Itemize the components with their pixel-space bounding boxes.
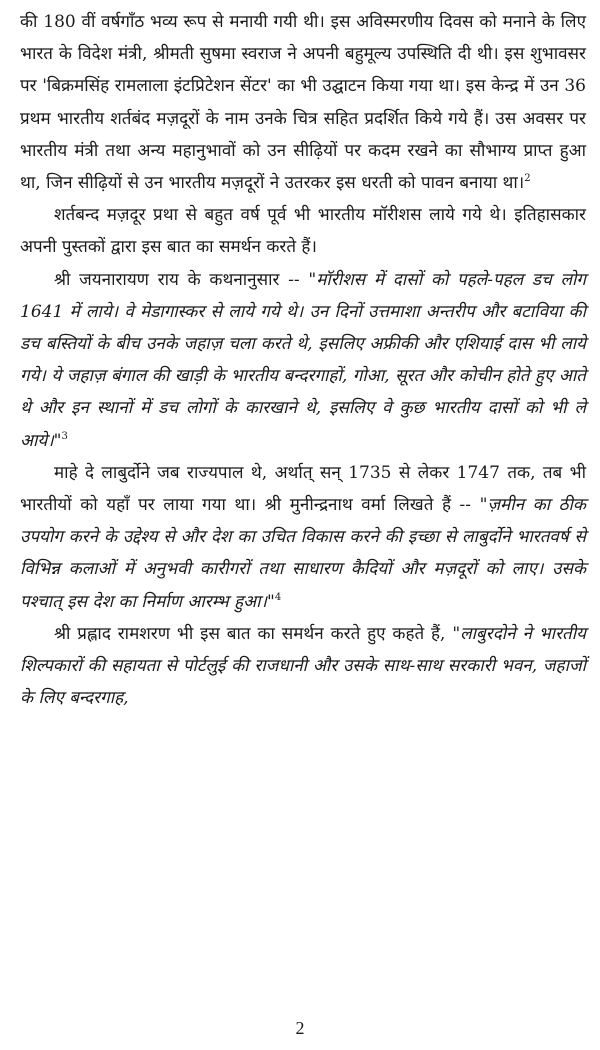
- footnote-marker: 3: [61, 430, 68, 442]
- quotation-text: "मॉरीशस में दासों को पहले-पहल डच लोग 1641 में लाये। वे मेडागास्कर से लाये गये थे। उन दिनों उत्तमाशा अन्तरीप और बटाविया की डच बस्तियों के बीच उनके जहाज़ चला करते थे, इसलिए अफ्रीकी और एशियाई दास भी लाये गये। ये जहाज़ बंगाल की खाड़ी के भारतीय बन्दरगाहों, गोआ, सूरत और कोचीन होते हुए आते थे और इन स्थानों में डच लोगों के कारखाने थे, इसलिए वे कुछ भारतीय दासों को भी ले आये।": [20, 269, 586, 451]
- paragraph-lead: माहे दे लाबुर्दोने जब राज्यपाल थे, अर्थात् सन् 1735 से लेकर 1747 तक, तब भी भारतीयों को यहाँ पर लाया गया था। श्री मुनीन्द्रनाथ वर्मा लिखते हैं --: [20, 462, 586, 516]
- paragraph-labourdonnais: [20, 457, 586, 618]
- book-page-text: [20, 6, 586, 714]
- paragraph-historians: [20, 199, 586, 263]
- footnote-marker: 2: [524, 173, 531, 185]
- quotation-text: "लाबुरदोने ने भारतीय शिल्पकारों की सहायता से पोर्टलुई की राजधानी और उसके साथ-साथ सरकारी भवन, जहाजों के लिए बन्दरगाह,: [20, 623, 586, 709]
- paragraph-lead: श्री जयनारायण राय के कथनानुसार --: [54, 269, 309, 290]
- page-number: 2: [295, 1018, 305, 1038]
- paragraph-text: शर्तबन्द मज़दूर प्रथा से बहुत वर्ष पूर्व भी भारतीय मॉरीशस लाये गये थे। इतिहासकार अपनी पुस्तकों द्वारा इस बात का समर्थन करते हैं।: [20, 205, 586, 258]
- paragraph-prahlad-quote: [20, 618, 586, 715]
- paragraph-festival: [20, 6, 586, 199]
- paragraph-text: की 180 वीं वर्षगाँठ भव्य रूप से मनायी गयी थी। इस अविस्मरणीय दिवस को मनाने के लिए भारत के विदेश मंत्री, श्रीमती सुषमा स्वराज ने अपनी बहुमूल्य उपस्थिति दी थी। इस शुभावसर पर 'बिक्रमसिंह रामलाला इंटप्रिटेशन सेंटर' का भी उद्घाटन किया गया था। इस केन्द्र में उन 36 प्रथम भारतीय शर्तबंद मज़दूरों के नाम उनके चित्र सहित प्रदर्शित किये गये हैं। उस अवसर पर भारतीय मंत्री तथा अन्य महानुभावों को उन सीढ़ियों पर कदम रखने का सौभाग्य प्राप्त हुआ था, जिन सीढ़ियों से उन भारतीय मज़दूरों ने उतरकर इस धरती को पावन बनाया था।: [20, 12, 586, 194]
- paragraph-jaynarayan-quote: [20, 264, 586, 457]
- quotation-text: "ज़मीन का ठीक उपयोग करने के उद्देश्य से और देश का उचित विकास करने की इच्छा से लाबुर्दोने भारतवर्ष से विभिन्न कलाओं में अनुभवी कारीगरों तथा साधारण कैदियों और मज़दूरों को लाए। उसके पश्चात् इस देश का निर्माण आरम्भ हुआ।": [20, 495, 586, 612]
- footnote-marker: 4: [274, 591, 282, 603]
- paragraph-lead: श्री प्रह्लाद रामशरण भी इस बात का समर्थन करते हुए कहते हैं,: [54, 623, 453, 644]
